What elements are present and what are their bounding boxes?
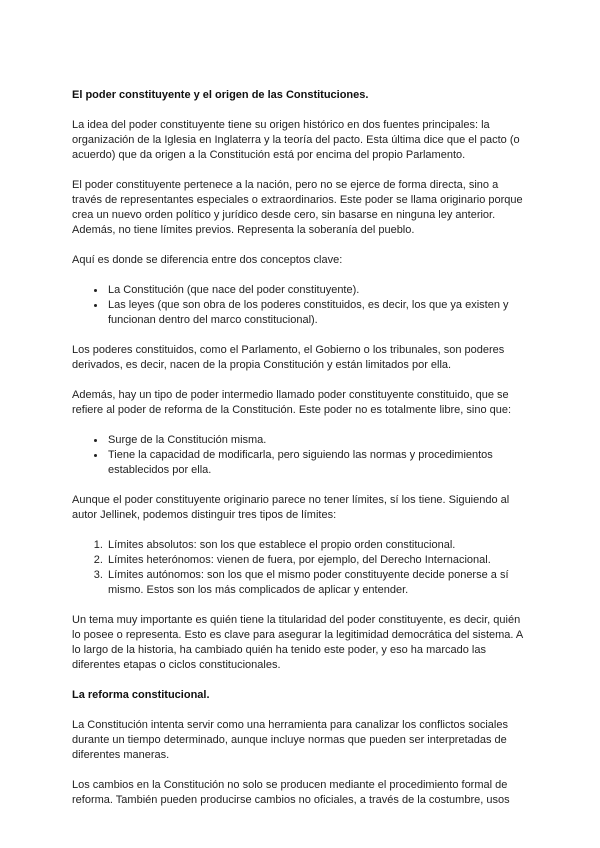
numbered-list-limites <box>72 538 528 598</box>
list-item: • Las leyes (que son obra de los poderes constituidos, es decir, los que ya existen y funcionan dentro del marco constitucional). <box>106 298 528 328</box>
paragraph: Además, hay un tipo de poder intermedio llamado poder constituyente constituido, que se refiere al poder de reforma de la Constitución. Este poder no es totalmente libre, sino que: <box>72 389 512 416</box>
section-title-reforma: La reforma constitucional. <box>72 689 210 701</box>
list-item: 3. Límites autónomos: son los que el mismo poder constituyente decide ponerse a sí mismo. Estos son los más complicados de aplicar y entender. <box>106 568 528 598</box>
paragraph: Los poderes constituidos, como el Parlamento, el Gobierno o los tribunales, son poderes derivados, es decir, nacen de la propia Constitución y están limitados por ella. <box>72 344 505 371</box>
section-title-poder-constituyente: El poder constituyente y el origen de las Constituciones. <box>72 89 369 101</box>
list-item: • La Constitución (que nace del poder constituyente). <box>106 283 528 298</box>
paragraph: La idea del poder constituyente tiene su origen histórico en dos fuentes principales: la organización de la Iglesia en Inglaterra y la teoría del pacto. Esta última dice que el pacto (o acuerdo) que da origen a la Constitución está por encima del propio Parlamento. <box>72 119 520 161</box>
paragraph: Los cambios en la Constitución no solo se producen mediante el procedimiento formal de reforma. También pueden producirse cambios no oficiales, a través de la costumbre, usos <box>72 779 510 806</box>
paragraph: La Constitución intenta servir como una herramienta para canalizar los conflictos sociales durante un tiempo determinado, aunque incluye normas que pueden ser interpretadas de diferentes maneras. <box>72 719 508 761</box>
bullet-list-conceptos <box>72 283 528 328</box>
document-page <box>72 88 528 823</box>
bullet-list-poder-reforma <box>72 433 528 478</box>
list-item: 2. Límites heterónomos: vienen de fuera, por ejemplo, del Derecho Internacional. <box>106 553 528 568</box>
list-item: • Surge de la Constitución misma. <box>106 433 528 448</box>
paragraph: El poder constituyente pertenece a la nación, pero no se ejerce de forma directa, sino a través de representantes especiales o extraordinarios. Este poder se llama originario porque crea un nuevo orden político y jurídico desde cero, sin basarse en ninguna ley anterior. Además, no tiene límites previos. Representa la soberanía del pueblo. <box>72 179 523 236</box>
paragraph: Un tema muy importante es quién tiene la titularidad del poder constituyente, es decir, quién lo posee o representa. Esto es clave para asegurar la legitimidad democrática del sistema. A lo largo de la historia, ha cambiado quién ha tenido este poder, y eso ha marcado las diferentes etapas o ciclos constitucionales. <box>72 614 523 671</box>
paragraph: Aquí es donde se diferencia entre dos conceptos clave: <box>72 254 343 266</box>
list-item: 1. Límites absolutos: son los que establece el propio orden constitucional. <box>106 538 528 553</box>
paragraph: Aunque el poder constituyente originario parece no tener límites, sí los tiene. Siguiendo al autor Jellinek, podemos distinguir tres tipos de límites: <box>72 494 510 521</box>
list-item: • Tiene la capacidad de modificarla, pero siguiendo las normas y procedimientos establecidos por ella. <box>106 448 528 478</box>
